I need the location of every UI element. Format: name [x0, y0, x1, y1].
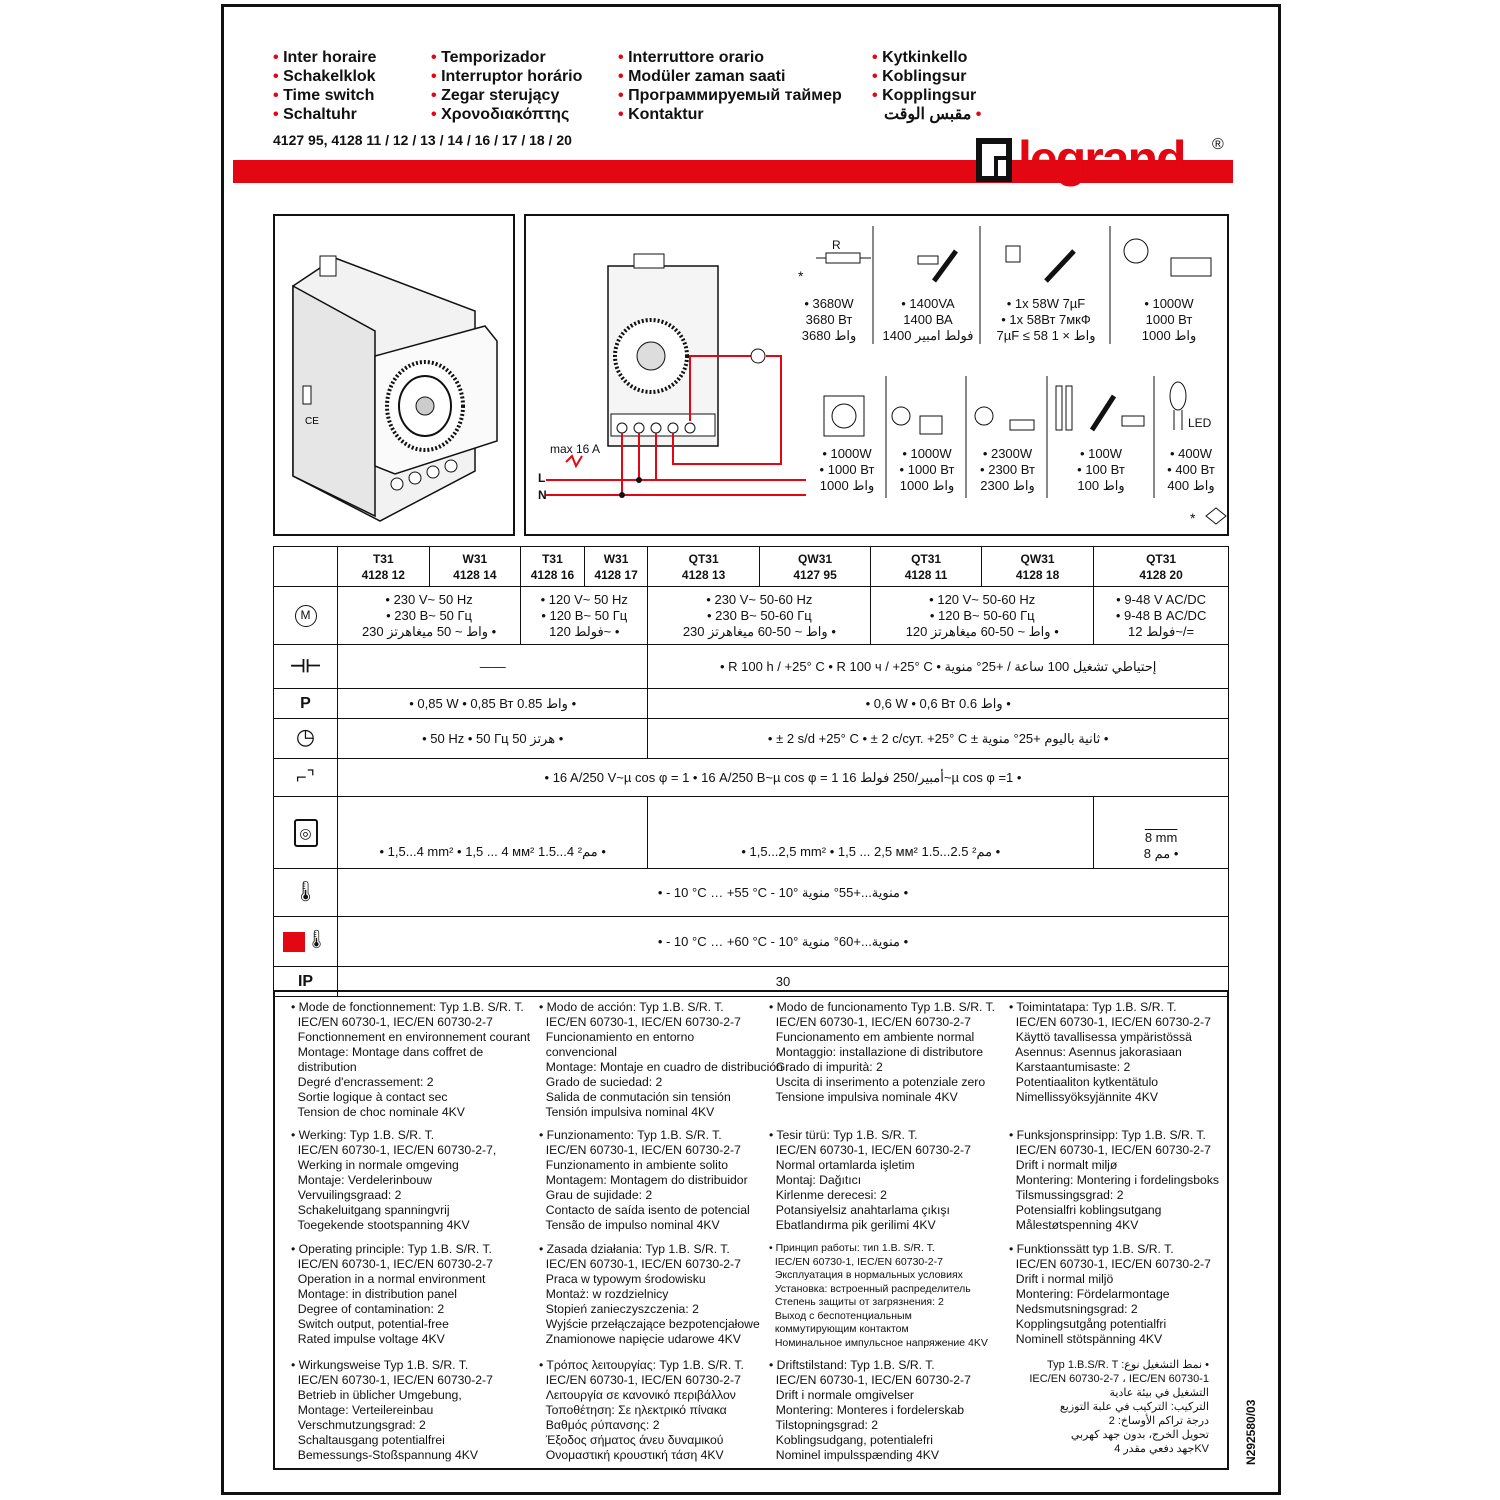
title-col-4: • Kytkinkello • Koblingsur • Kopplingsur مقبس الوقت •: [872, 49, 982, 123]
motor-icon: M: [295, 605, 317, 627]
product-illustration: [273, 214, 515, 536]
model-row: T31 4128 12 W31 4128 14 T31 4128 16 W31 4128 17 QT31 4128 13 QW31 4127 95 QT31 4128 11 QW31 4128 18 QT31 4128 20: [274, 547, 1229, 587]
legrand-logo: [972, 132, 1232, 192]
svg-text:CE: CE: [305, 416, 319, 427]
temp-op-row: 🌡 • - 10 °C … +55 °C - 10° منوية...+55° منوية •: [274, 869, 1229, 917]
spec-table: [273, 546, 1229, 997]
note-nl: • Werking: Typ 1.B. S/R. T. IEC/EN 60730-1, IEC/EN 60730-2-7, Werking in normale omgeving Montaje: Verdelerinbouw Vervuilingsgraad: 2 Schakeluitgang spanningvrij Toegekende stootspanning 4KV: [291, 1128, 497, 1232]
note-el: • Τρόπος λειτουργίας: Typ 1.B. S/R. T. IEC/EN 60730-1, IEC/EN 60730-2-7 Λειτουργία σε κανονικό περιβάλλον Τοποθέτηση: Σε ηλεκτρικό πίνακα Βαθμός ρύπανσης: 2 Έξοδος σήματος άνευ δυναμικού Ονομαστική κρουστική τάση 4KV: [539, 1358, 744, 1462]
note-es: • Modo de acción: Typ 1.B. S/R. T. IEC/EN 60730-1, IEC/EN 60730-2-7 Funcionamiento en entorno convencional Montage: Montaje en cuadro de distribución Grado de suciedad: 2 Salida de conmutación sin tensión Tensión impulsiva nominal 4KV: [539, 1000, 783, 1119]
note-fi: • Toimintatapa: Typ 1.B. S/R. T. IEC/EN 60730-1, IEC/EN 60730-2-7 Käyttö tavallisessa ympäristössä Asennus: Asennus jakorasiaan Karstaantumisaste: 2 Potentiaaliton kytkentätulo Nimellissyöksyjännite 4KV: [1009, 1000, 1211, 1104]
thermometer-icon: 🌡: [305, 929, 328, 950]
contact-row: ⌐⌝ • 16 A/250 V~µ cos φ = 1 • 16 A/250 В~µ cos φ = 1 16 أمبير/250 فولط~µ cos φ =1 •: [274, 759, 1229, 797]
note-da: • Driftstilstand: Typ 1.B. S/R. T. IEC/EN 60730-1, IEC/EN 60730-2-7 Drift i normale omgivelser Montering: Monteres i fordelerskab Tilstopningsgrad: 2 Koblingsudgang, potentialefri Nominel impulsspænding 4KV: [769, 1358, 971, 1462]
clock-icon: ◷: [295, 724, 316, 749]
note-fr: • Mode de fonctionnement: Typ 1.B. S/R. T. IEC/EN 60730-1, IEC/EN 60730-2-7 Fonctionnement en environnement courant Montage: Montage dans coffret de distribution Degré d'encrassement: 2 Sortie logique à contact sec Tension de choc nominale 4KV: [291, 1000, 531, 1119]
load-led: • 400W • 400 Вт 400 واط: [1167, 446, 1215, 493]
load-fluo-comp: • 1x 58W 7µF • 1x 58Вт 7мкФ 7µF ≤ 58 واط × 1: [996, 296, 1096, 343]
note-ru: • Принцип работы: тип 1.B. S/R. T. IEC/EN 60730-1, IEC/EN 60730-2-7 Эксплуатация в нормальных условиях Установка: встроенный распределитель Степень защиты от загрязнения: 2 Выход с беспотенциальным коммутирующим контактом Номинальное импульсное напряжение 4KV: [769, 1242, 988, 1349]
ip-row: IP 30: [274, 967, 1229, 997]
product-refs: 4127 95, 4128 11 / 12 / 13 / 14 / 16 / 17 / 18 / 20: [273, 132, 572, 148]
accuracy-row: ◷ • 50 Hz • 50 Гц 50 هرتز • • ± 2 s/d +25° C • ± 2 с/сут. +25° C ± ثانية باليوم +25° منوية •: [274, 719, 1229, 759]
line-n-label: N: [538, 488, 547, 502]
capacitor-icon: ⊣⊢: [289, 655, 322, 676]
resistor-label: R: [832, 238, 841, 252]
led-label: LED: [1188, 416, 1212, 430]
notes-section: [273, 990, 1229, 1470]
title-col-2: • Temporizador • Interruptor horário • Zegar sterujący • Χρονοδιακόπτης: [431, 49, 583, 123]
note-tr: • Tesir türü: Typ 1.B. S/R. T. IEC/EN 60730-1, IEC/EN 60730-2-7 Normal ortamlarda işletim Montaj: Dağıtıcı Kirlenme derecesi: 2 Potansiyelsiz anahtarlama çıkışı Ebatlandırma pik gerilimi 4KV: [769, 1128, 971, 1232]
resistive-star: *: [798, 268, 804, 284]
reserve-row: ⊣⊢ —— • R 100 h / +25° C • R 100 ч / +25° C • إحتياطي تشغيل 100 ساعة / +25° منوية: [274, 645, 1229, 689]
document-reference: N292580/03: [1244, 1399, 1258, 1465]
thermometer-icon: 🌡: [292, 880, 319, 903]
brand-name: legrand: [1018, 131, 1185, 187]
max-current-label: max 16 A: [550, 442, 601, 456]
temp-storage-row: 🌡 • - 10 °C … +60 °C - 10° منوية...+60° منوية •: [274, 917, 1229, 967]
load-halogen-transformer: • 1000W • 1000 Вт 1000 واط: [899, 446, 955, 493]
note-ar: Typ 1.B.S/R. T :نمط التشغيل نوع • IEC/EN 60730-2-7 ، IEC/EN 60730-1 التشغيل في بيئة عادية التركيب: التركيب في علبة التوزيع درجة تراكم الأوساخ: 2 تحويل الخرج، بدون جهد كهربي جهد دفعي مقدر 4KV: [1029, 1359, 1209, 1455]
line-l-label: L: [538, 471, 546, 485]
load-halogen-electronic: • 2300W • 2300 Вт 2300 واط: [980, 446, 1035, 493]
load-resistive: • 3680W 3680 Вт 3680 واط: [801, 296, 857, 343]
note-no: • Funksjonsprinsipp: Typ 1.B. S/R. T. IEC/EN 60730-1, IEC/EN 60730-2-7 Drift i normalt miljø Montering: Montering i fordelingsboks Tilsmussingsgrad: 2 Potensialfri koblingsutgang Målestøtspenning 4KV: [1009, 1128, 1220, 1232]
load-motor: • 1000W • 1000 Вт 1000 واط: [819, 446, 875, 493]
terminal-icon: ◎: [294, 819, 318, 847]
load-fluo-uncomp: • 1400VA 1400 ВА 1400 فولط امبير: [882, 296, 974, 343]
load-incandescent: • 1000W 1000 Вт 1000 واط: [1141, 296, 1197, 343]
note-en: • Operating principle: Typ 1.B. S/R. T. IEC/EN 60730-1, IEC/EN 60730-2-7 Operation in a normal environment Montage: in distribution panel Degree of contamination: 2 Switch output, potential-free Rated impulse voltage 4KV: [291, 1242, 493, 1346]
title-col-1: • Inter horaire • Schakelklok • Time switch • Schaltuhr: [273, 49, 377, 123]
contact-icon: ⌐⌝: [296, 766, 315, 787]
note-de: • Wirkungsweise Typ 1.B. S/R. T. IEC/EN 60730-1, IEC/EN 60730-2-7 Betrieb in üblicher Umgebung, Montage: Verteilereinbau Verschmutzungsgrad: 2 Schaltausgang potentialfrei Bemessungs-Stoßspannung 4KV: [291, 1358, 493, 1462]
voltage-row: M • 230 V~ 50 Hz • 230 В~ 50 Гц 230 واط ~ 50 ميغاهرتز • • 120 V~ 50 Hz • 120 В~ 50 Гц 120 فولط~ • • 230 V~ 50-60 Hz • 230 В~ 50-60 Гц 230 واط ~ 50-60 ميغاهرتز • • 120 V~ 50-60 Hz • 120 В~ 50-60 Гц 120 واط ~ 50-60 ميغاهرتز • • 9-48 V AC/DC • 9-48 В AC/DC 12 فولط~/=: [274, 587, 1229, 645]
box-icon: [283, 932, 305, 952]
registered-mark: ®: [1212, 136, 1224, 153]
load-cfl: • 100W • 100 Вт 100 واط: [1077, 446, 1125, 493]
footnote-star: *: [1190, 510, 1196, 526]
note-pt: • Modo de funcionamento Typ 1.B. S/R. T. IEC/EN 60730-1, IEC/EN 60730-2-7 Funcionamento em ambiente normal Montaggio: installazione di distributore Grado di impurità: 2 Uscita di inserimento a potenziale zero Tensione impulsiva nominale 4KV: [769, 1000, 996, 1104]
note-pl: • Zasada działania: Typ 1.B. S/R. T. IEC/EN 60730-1, IEC/EN 60730-2-7 Praca w typowym środowisku Montaż: w rozdzielnicy Stopień zanieczyszczenia: 2 Wyjście przełączające bezpotencjałowe Znamionowe napięcie udarowe 4KV: [539, 1242, 760, 1346]
note-it: • Funzionamento: Typ 1.B. S/R. T. IEC/EN 60730-1, IEC/EN 60730-2-7 Funzionamento in ambiente solito Montagem: Montagem do distribuidor Grau de sujidade: 2 Contacto de saída isento de potencial Tensão de impulso nominal 4KV: [539, 1128, 750, 1232]
note-sv: • Funktionssätt typ 1.B. S/R. T. IEC/EN 60730-1, IEC/EN 60730-2-7 Drift i normal miljö Montering: Fördelarmontage Nedsmutsningsgrad: 2 Kopplingsutgång potentialfri Nominell stötspänning 4KV: [1009, 1242, 1211, 1346]
wiring-diagram-box: [524, 214, 1229, 536]
wire-row: ◎ • 1,5...4 mm² • 1,5 ... 4 мм² 1.5...4 مم² • • 1,5...2,5 mm² • 1,5 ... 2,5 мм² 1.5...2.5 مم² • 8 mm 8 مم •: [274, 797, 1229, 869]
title-col-3: • Interruttore orario • Modüler zaman saati • Программируемый таймер • Kontaktur: [618, 49, 842, 123]
power-row: P • 0,85 W • 0,85 Вт 0.85 واط • • 0,6 W • 0,6 Вт 0.6 واط •: [274, 689, 1229, 719]
